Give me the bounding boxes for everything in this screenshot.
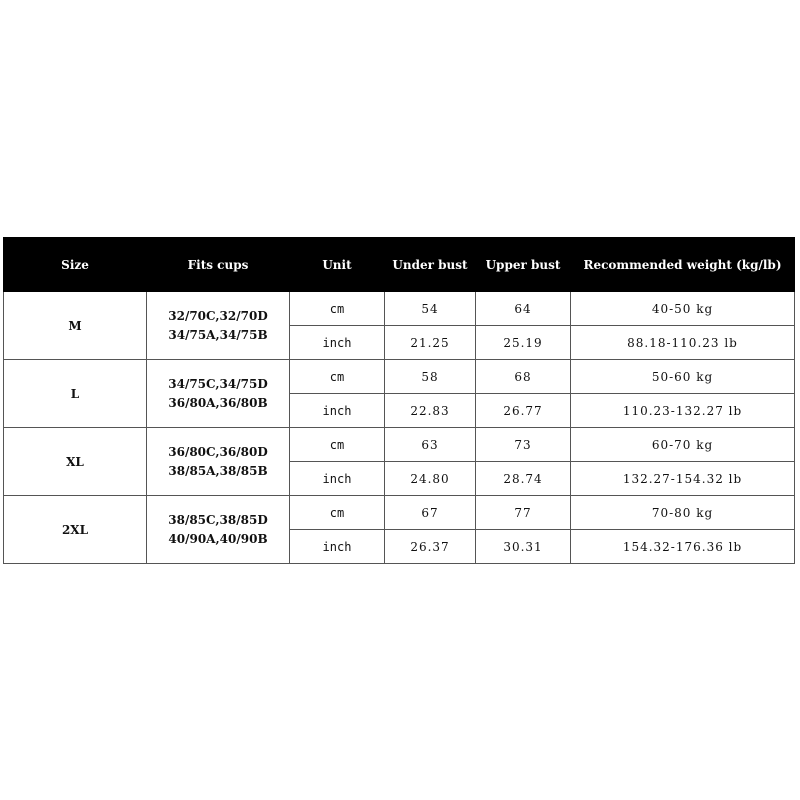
cups-line: 38/85C,38/85D: [168, 512, 268, 527]
weight-cell: 70-80 kg: [571, 496, 795, 530]
cups-line: 36/80C,36/80D: [168, 444, 268, 459]
header-row: [4, 238, 795, 292]
weight-cell: 132.27-154.32 lb: [571, 462, 795, 496]
unit-cell: inch: [290, 530, 385, 564]
size-chart-table: [3, 237, 795, 564]
weight-cell: 88.18-110.23 lb: [571, 326, 795, 360]
under-bust-cell: 24.80: [385, 462, 476, 496]
weight-cell: 154.32-176.36 lb: [571, 530, 795, 564]
upper-bust-cell: 64: [476, 292, 571, 326]
size-cell: L: [4, 360, 147, 428]
header-fits-cups: Fits cups: [147, 238, 290, 292]
unit-cell: cm: [290, 496, 385, 530]
unit-cell: cm: [290, 292, 385, 326]
cups-line: 36/80A,36/80B: [168, 395, 268, 410]
unit-cell: cm: [290, 360, 385, 394]
under-bust-cell: 21.25: [385, 326, 476, 360]
cups-line: 38/85A,38/85B: [168, 463, 268, 478]
table-row: [4, 496, 795, 530]
upper-bust-cell: 28.74: [476, 462, 571, 496]
under-bust-cell: 58: [385, 360, 476, 394]
header-upper-bust: Upper bust: [476, 238, 571, 292]
weight-cell: 40-50 kg: [571, 292, 795, 326]
upper-bust-cell: 25.19: [476, 326, 571, 360]
weight-cell: 50-60 kg: [571, 360, 795, 394]
header-unit: Unit: [290, 238, 385, 292]
upper-bust-cell: 77: [476, 496, 571, 530]
weight-cell: 60-70 kg: [571, 428, 795, 462]
table-row: [4, 360, 795, 394]
unit-cell: inch: [290, 326, 385, 360]
under-bust-cell: 63: [385, 428, 476, 462]
header-size: Size: [4, 238, 147, 292]
unit-cell: inch: [290, 394, 385, 428]
upper-bust-cell: 73: [476, 428, 571, 462]
header-under-bust: Under bust: [385, 238, 476, 292]
upper-bust-cell: 68: [476, 360, 571, 394]
unit-cell: cm: [290, 428, 385, 462]
weight-cell: 110.23-132.27 lb: [571, 394, 795, 428]
fits-cups-cell: [147, 292, 290, 360]
upper-bust-cell: 26.77: [476, 394, 571, 428]
under-bust-cell: 54: [385, 292, 476, 326]
size-cell: 2XL: [4, 496, 147, 564]
size-cell: XL: [4, 428, 147, 496]
table-row: [4, 428, 795, 462]
fits-cups-cell: [147, 496, 290, 564]
upper-bust-cell: 30.31: [476, 530, 571, 564]
under-bust-cell: 67: [385, 496, 476, 530]
header-recommended-weight: Recommended weight (kg/lb): [571, 238, 795, 292]
cups-line: 34/75A,34/75B: [168, 327, 268, 342]
under-bust-cell: 22.83: [385, 394, 476, 428]
cups-line: 40/90A,40/90B: [168, 531, 268, 546]
size-cell: M: [4, 292, 147, 360]
cups-line: 34/75C,34/75D: [168, 376, 268, 391]
unit-cell: inch: [290, 462, 385, 496]
under-bust-cell: 26.37: [385, 530, 476, 564]
fits-cups-cell: [147, 360, 290, 428]
table-row: [4, 292, 795, 326]
cups-line: 32/70C,32/70D: [168, 308, 268, 323]
fits-cups-cell: [147, 428, 290, 496]
